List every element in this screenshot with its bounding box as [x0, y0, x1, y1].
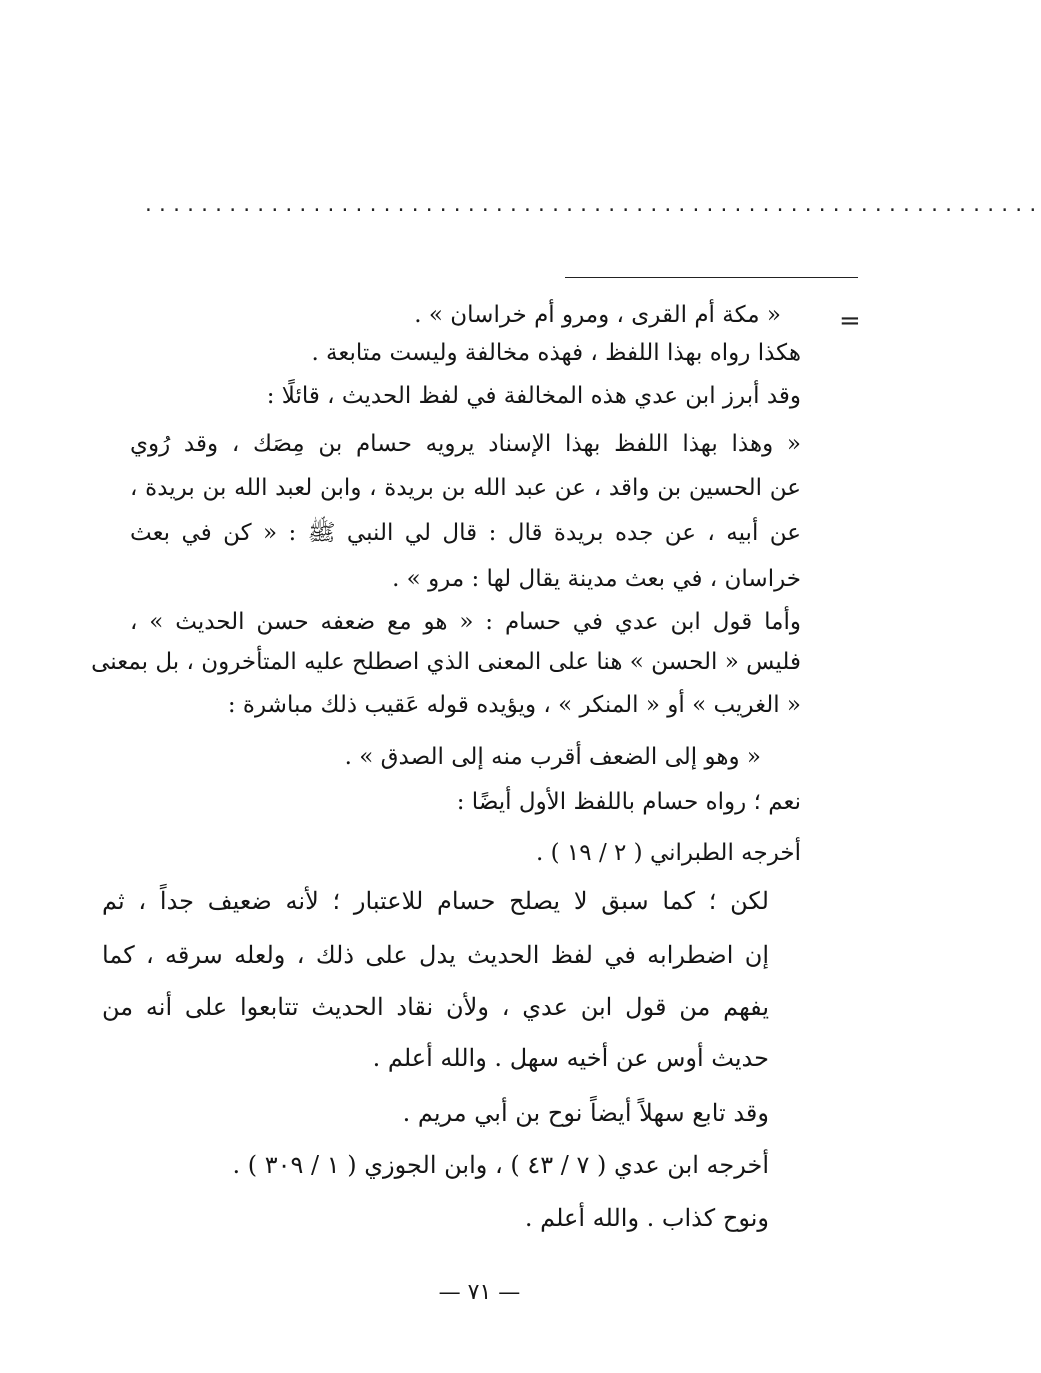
text-line: عن أبيه ، عن جده بريدة قال : قال لي النبي ﷺ : « كن في بعث [130, 520, 801, 546]
text-line: إن اضطرابه في لفظ الحديث يدل على ذلك ، ولعله سرقه ، كما [102, 941, 769, 969]
text-line: هكذا رواه بهذا اللفظ ، فهذه مخالفة وليست متابعة . [311, 340, 801, 366]
continuation-mark: = [839, 306, 861, 336]
text-line: « الغريب » أو « المنكر » ، ويؤيده قوله عَقيب ذلك مباشرة : [227, 692, 801, 718]
text-line: عن الحسين بن واقد ، عن عبد الله بن بريدة ، وابن لعبد الله بن بريدة ، [130, 475, 801, 501]
text-line: فليس « الحسن » هنا على المعنى الذي اصطلح عليه المتأخرون ، بل بمعنى [91, 649, 801, 675]
text-line: أخرجه ابن عدي ( ٧ / ٤٣ ) ، وابن الجوزي ( ١ / ٣٠٩ ) . [232, 1151, 769, 1179]
text-line: « وهو إلى الضعف أقرب منه إلى الصدق » . [344, 744, 761, 770]
page-number: — ٧١ — [438, 1280, 521, 1305]
text-line: وقد أبرز ابن عدي هذه المخالفة في لفظ الحديث ، قائلًا : [266, 383, 801, 409]
text-line: أخرجه الطبراني ( ٢ / ١٩ ) . [536, 840, 801, 866]
text-line: حديث أوس عن أخيه سهل . والله أعلم . [372, 1044, 769, 1072]
separator-dots: ................................................................ [143, 195, 1041, 216]
text-line: « مكة أم القرى ، ومرو أم خراسان » . [414, 302, 781, 328]
text-line: « وهذا بهذا اللفظ بهذا الإسناد يرويه حسام بن مِصَك ، وقد رُوي [130, 431, 801, 457]
text-line: يفهم من قول ابن عدي ، ولأن نقاد الحديث تتابعوا على أنه من [102, 993, 769, 1021]
footnote-rule [565, 277, 858, 278]
text-line: ونوح كذاب . والله أعلم . [524, 1204, 769, 1232]
text-line: نعم ؛ رواه حسام باللفظ الأول أيضًا : [456, 789, 801, 815]
text-line: لكن ؛ كما سبق لا يصلح حسام للاعتبار ؛ لأنه ضعيف جداً ، ثم [102, 887, 769, 915]
text-line: خراسان ، في بعث مدينة يقال لها : مرو » . [392, 566, 801, 592]
text-line: وأما قول ابن عدي في حسام : « هو مع ضعفه حسن الحديث » ، [130, 609, 801, 635]
text-line: وقد تابع سهلاً أيضاً نوح بن أبي مريم . [402, 1099, 769, 1127]
